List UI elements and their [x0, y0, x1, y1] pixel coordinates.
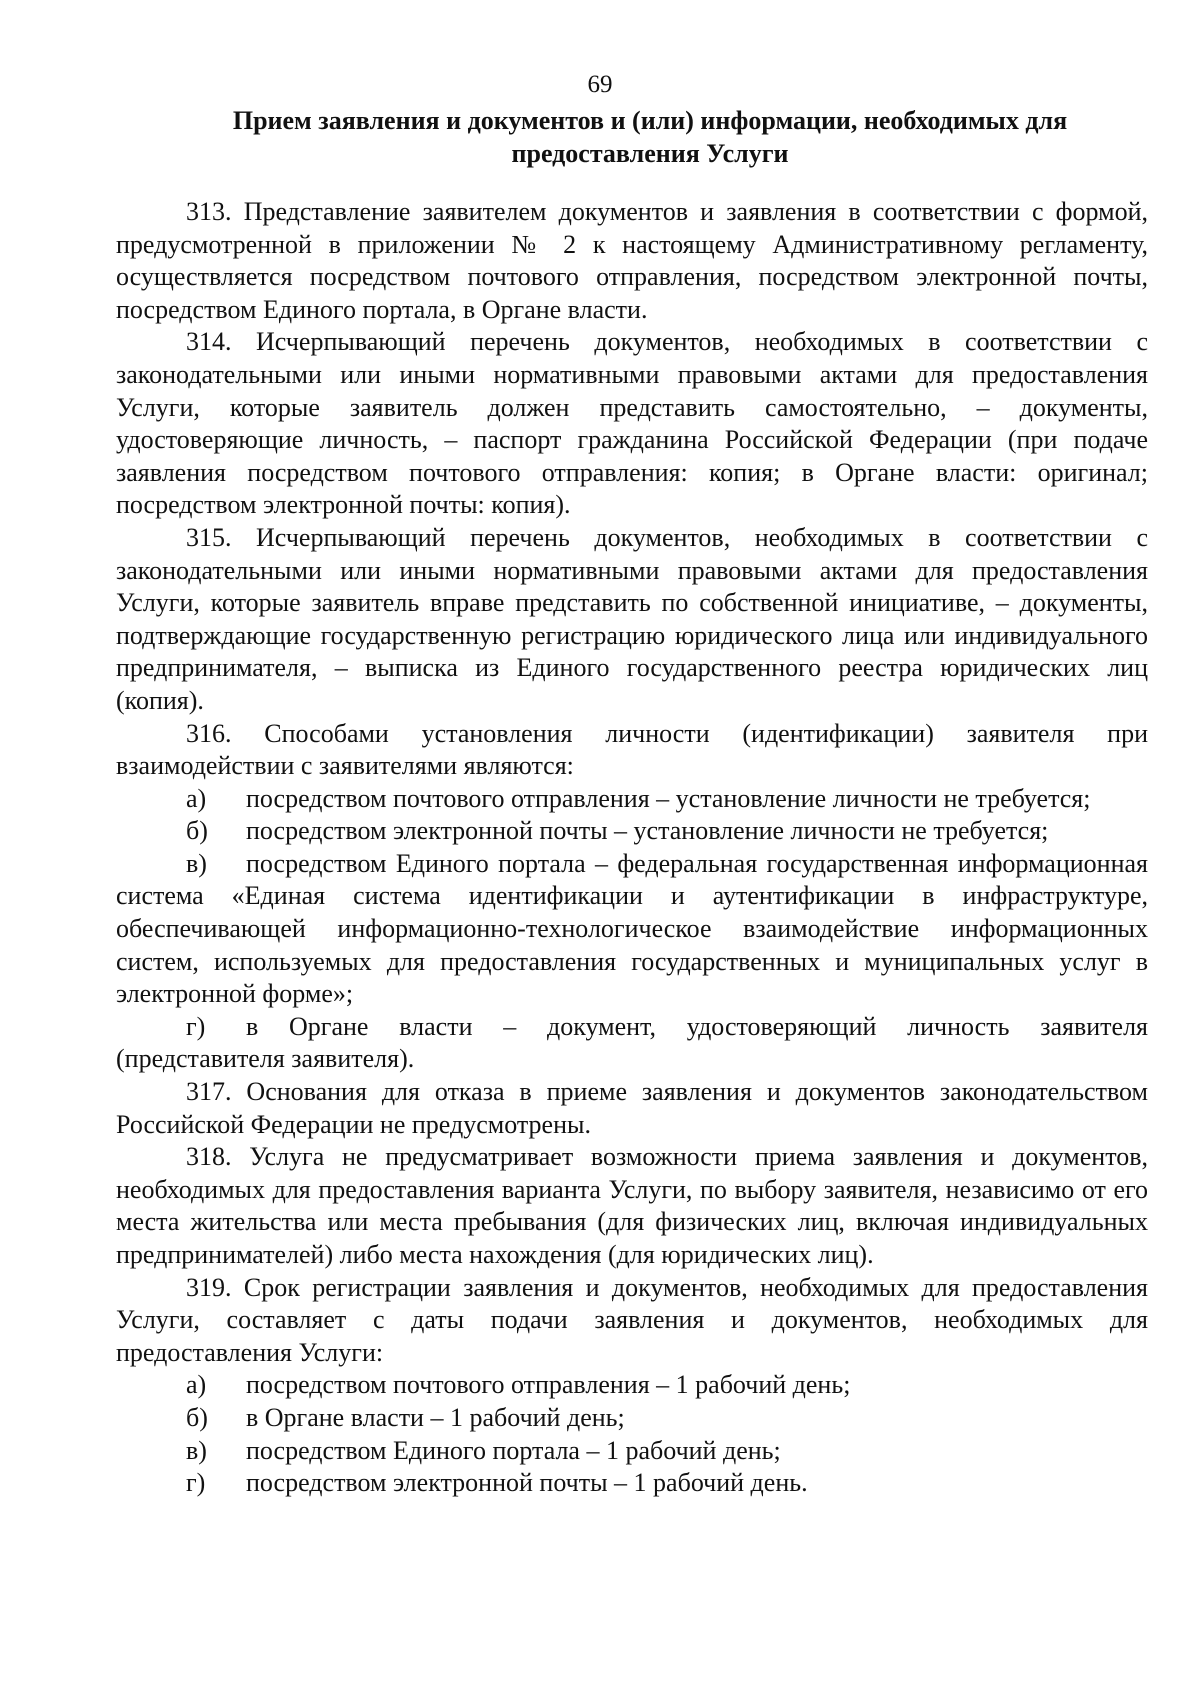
- paragraph-315: [116, 522, 1148, 718]
- paragraph-number: 319.: [186, 1272, 232, 1302]
- paragraph-text: Представление заявителем документов и заявления в соответствии с формой, предусмотренной в приложении № 2 к настоящему Административному регламенту, осуществляется посредством почтового отправления, посредством электронной почты, посредством Единого портала, в Органе власти.: [116, 197, 1149, 324]
- list-text: посредством электронной почты – установление личности не требуется;: [246, 816, 1049, 846]
- heading-line-2: предоставления Услуги: [511, 139, 789, 168]
- list-text: посредством почтового отправления – 1 рабочий день;: [246, 1370, 851, 1400]
- paragraph-number: 316.: [186, 718, 232, 748]
- list-item-319-g: [116, 1467, 1148, 1500]
- list-text: посредством Единого портала – федеральная государственная информационная система «Единая система идентификации и аутентификации в инфраструктуре, обеспечивающей информационно-технологическое взаимодействие информационных систем, используемых для предоставления государственных и муниципальных услуг в электронной форме»;: [116, 848, 1148, 1009]
- list-item-316-g: [116, 1011, 1148, 1076]
- heading-line-1: Прием заявления и документов и (или) информации, необходимых для: [232, 106, 1068, 135]
- list-text: в Органе власти – 1 рабочий день;: [246, 1402, 625, 1432]
- paragraph-text: Исчерпывающий перечень документов, необходимых в соответствии с законодательными или иными нормативными правовыми актами для предоставления Услуги, которые заявитель вправе представить по собственной инициативе, – документы, подтверждающие государственную регистрацию юридического лица или индивидуального предпринимателя, – выписка из Единого государственного реестра юридических лиц (копия).: [116, 522, 1149, 715]
- paragraph-317: [116, 1076, 1148, 1141]
- list-letter: в): [186, 848, 207, 878]
- paragraph-text: Исчерпывающий перечень документов, необходимых в соответствии с законодательными или иными нормативными правовыми актами для предоставления Услуги, которые заявитель должен представить самостоятельно, – документы, удостоверяющие личность, – паспорт гражданина Российской Федерации (при подаче заявления посредством почтового отправления: копия; в Органе власти: оригинал; посредством электронной почты: копия).: [116, 327, 1149, 520]
- list-item-316-v: [116, 848, 1148, 1011]
- paragraph-text: Услуга не предусматривает возможности приема заявления и документов, необходимых для предоставления варианта Услуги, по выбору заявителя, независимо от его места жительства или места пребывания (для физических лиц, включая индивидуальных предпринимателей) либо места нахождения (для юридических лиц).: [116, 1142, 1148, 1269]
- paragraph-319: [116, 1272, 1148, 1370]
- section-heading: [150, 104, 1150, 170]
- list-letter: г): [186, 1011, 206, 1041]
- paragraph-318: [116, 1141, 1148, 1271]
- paragraph-316: [116, 718, 1148, 783]
- list-text: посредством Единого портала – 1 рабочий день;: [246, 1435, 781, 1465]
- document-body: [116, 196, 1148, 1500]
- paragraph-text: Способами установления личности (идентификации) заявителя при взаимодействии с заявителями являются:: [116, 718, 1148, 781]
- list-item-319-v: [116, 1435, 1148, 1468]
- paragraph-number: 318.: [186, 1142, 232, 1172]
- paragraph-number: 315.: [186, 522, 232, 552]
- paragraph-number: 314.: [186, 327, 232, 357]
- paragraph-text: Срок регистрации заявления и документов, необходимых для предоставления Услуги, составляет с даты подачи заявления и документов, необходимых для предоставления Услуги:: [116, 1272, 1148, 1367]
- list-text: в Органе власти – документ, удостоверяющий личность заявителя (представителя заявителя).: [116, 1011, 1148, 1074]
- list-letter: г): [186, 1468, 206, 1498]
- paragraph-number: 313.: [186, 197, 232, 226]
- list-letter: б): [186, 1402, 208, 1432]
- page-number: 69: [587, 71, 613, 98]
- list-letter: б): [186, 816, 208, 846]
- paragraph-313: [116, 196, 1148, 326]
- paragraph-number: 317.: [186, 1077, 232, 1107]
- list-text: посредством почтового отправления – установление личности не требуется;: [246, 783, 1091, 813]
- list-item-319-b: [116, 1402, 1148, 1435]
- list-letter: а): [186, 1370, 207, 1400]
- list-item-316-b: [116, 815, 1148, 848]
- list-letter: а): [186, 783, 207, 813]
- list-letter: в): [186, 1435, 207, 1465]
- paragraph-text: Основания для отказа в приеме заявления и документов законодательством Российской Федерации не предусмотрены.: [116, 1077, 1149, 1139]
- list-item-316-a: [116, 783, 1148, 816]
- list-item-319-a: [116, 1369, 1148, 1402]
- paragraph-314: [116, 326, 1148, 522]
- list-text: посредством электронной почты – 1 рабочий день.: [246, 1468, 808, 1498]
